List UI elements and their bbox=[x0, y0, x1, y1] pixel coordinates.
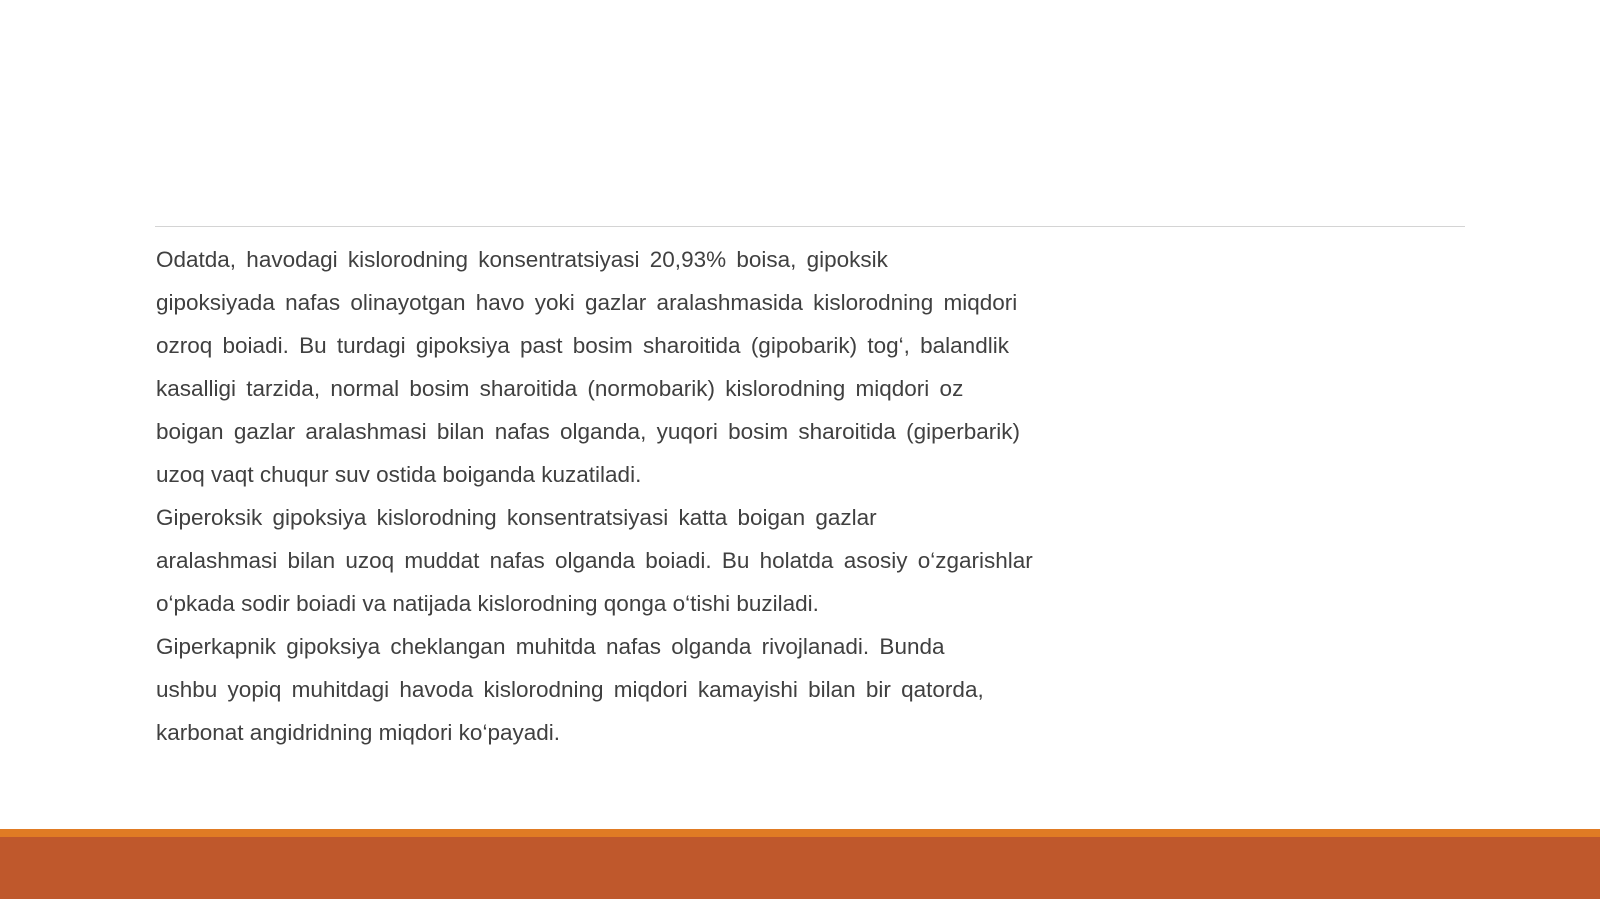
text-line: uzoq vaqt chuqur suv ostida boiganda kuzatiladi. bbox=[156, 462, 642, 487]
footer-accent-stripe bbox=[0, 829, 1600, 837]
text-line: ushbu yopiq muhitdagi havoda kislorodning miqdori kamayishi bilan bir qatorda, bbox=[156, 677, 984, 702]
text-line: karbonat angidridning miqdori ko‘payadi. bbox=[156, 720, 561, 745]
text-line: Giperkapnik gipoksiya cheklangan muhitda nafas olganda rivojlanadi. Bunda bbox=[156, 634, 945, 659]
text-line: gipoksiyada nafas olinayotgan havo yoki gazlar aralashmasida kislorodning miqdori bbox=[156, 290, 1018, 315]
footer-accent-band bbox=[0, 837, 1600, 899]
text-line: Odatda, havodagi kislorodning konsentratsiyasi 20,93% boisa, gipoksik bbox=[156, 247, 888, 272]
text-line: ozroq boiadi. Bu turdagi gipoksiya past bosim sharoitida (gipobarik) tog‘, balandlik bbox=[156, 333, 1009, 358]
slide-body-text bbox=[156, 238, 1176, 754]
text-line: boigan gazlar aralashmasi bilan nafas olganda, yuqori bosim sharoitida (giperbarik) bbox=[156, 419, 1020, 444]
title-divider bbox=[155, 226, 1465, 227]
text-line: kasalligi tarzida, normal bosim sharoitida (normobarik) kislorodning miqdori oz bbox=[156, 376, 964, 401]
text-line: aralashmasi bilan uzoq muddat nafas olganda boiadi. Bu holatda asosiy o‘zgarishlar bbox=[156, 548, 1033, 573]
text-line: Giperoksik gipoksiya kislorodning konsentratsiyasi katta boigan gazlar bbox=[156, 505, 877, 530]
text-line: o‘pkada sodir boiadi va natijada kislorodning qonga o‘tishi buziladi. bbox=[156, 591, 819, 616]
